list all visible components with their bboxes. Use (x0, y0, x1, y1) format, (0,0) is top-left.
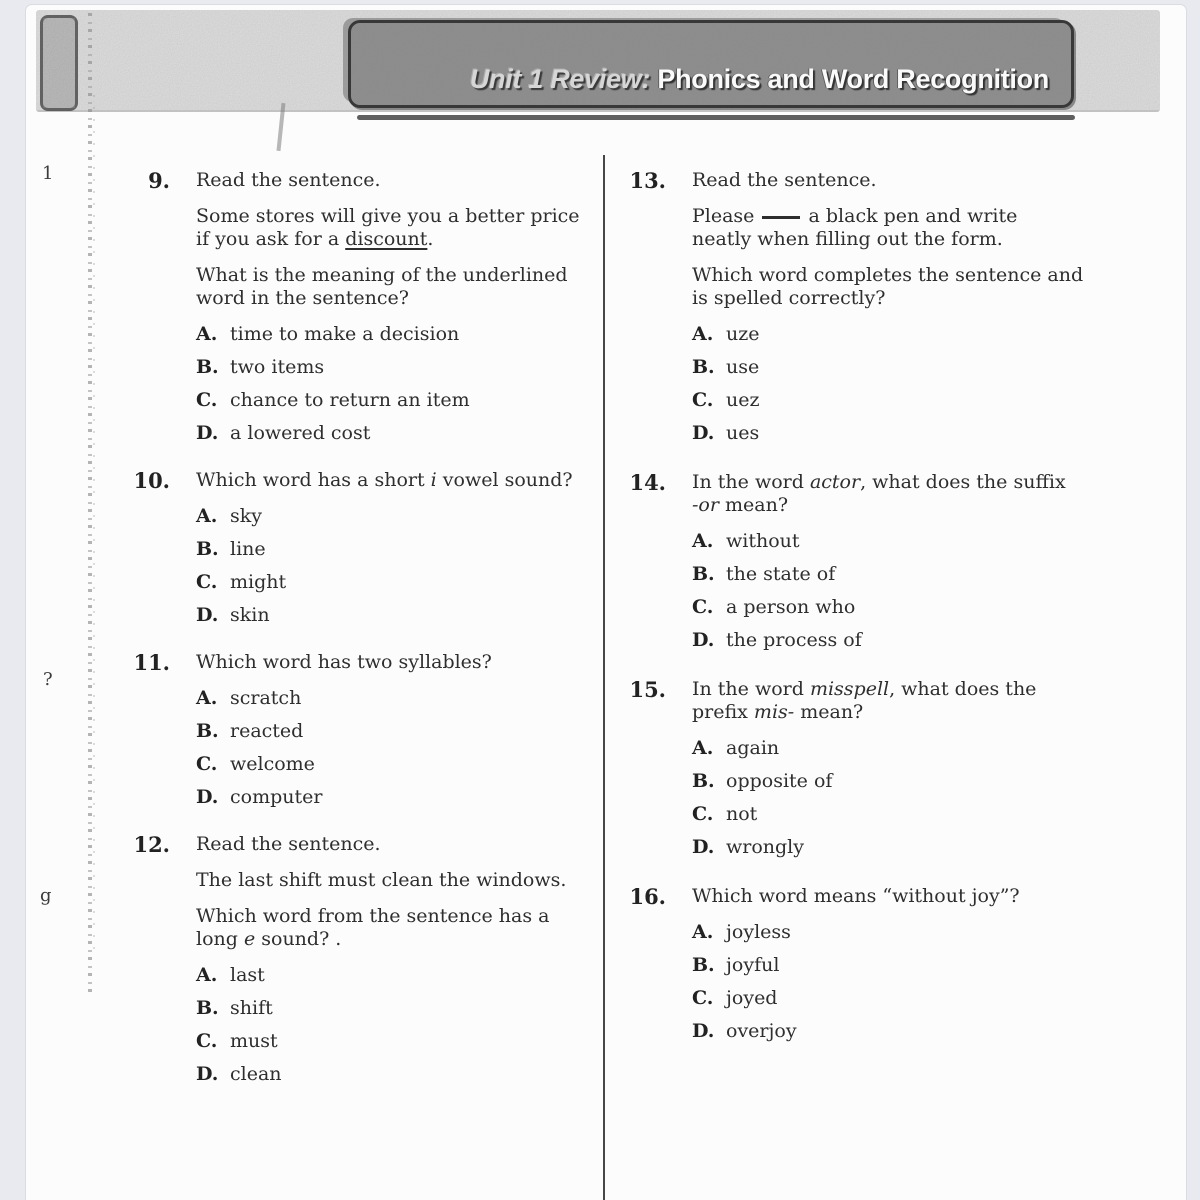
option-row (692, 987, 1084, 1010)
option-letter: A. (692, 737, 714, 759)
question-number: 10. (133, 468, 170, 493)
noise-texture (43, 18, 75, 108)
question-text (692, 885, 1084, 908)
text-segment: Which word completes the sentence and (692, 264, 1084, 286)
question-block (130, 651, 602, 819)
question-text (692, 264, 1084, 310)
option-row (692, 323, 1084, 346)
question-number: 16. (629, 884, 666, 909)
option-text: joyful (726, 954, 780, 976)
text-segment: prefix (692, 701, 754, 723)
option-text: chance to return an item (230, 389, 470, 411)
option-text: clean (230, 1063, 282, 1085)
text-segment: mis- (753, 701, 795, 723)
option-letter: A. (692, 921, 714, 943)
question-text (196, 469, 588, 492)
option-row (692, 530, 1084, 553)
option-letter: D. (692, 836, 715, 858)
option-letter: B. (692, 356, 715, 378)
question-body (692, 169, 1084, 455)
option-text: computer (230, 786, 323, 808)
question-block (626, 169, 1112, 455)
binding-tab (40, 15, 78, 111)
option-row (196, 753, 588, 776)
option-text: use (726, 356, 760, 378)
torn-edge-line (93, 95, 95, 955)
option-row (692, 770, 1084, 793)
text-segment: -or (692, 494, 719, 516)
option-text: overjoy (726, 1020, 797, 1042)
text-segment: e (243, 928, 256, 950)
option-row (196, 720, 588, 743)
question-number: 12. (133, 832, 170, 857)
option-row (692, 389, 1084, 412)
question-block (626, 678, 1112, 869)
question-number: 11. (133, 650, 170, 675)
option-row (196, 786, 588, 809)
option-text: sky (230, 505, 262, 527)
text-segment: , what does the (889, 678, 1037, 700)
text-segment: Which word has a short (196, 469, 431, 491)
question-body (692, 678, 1084, 869)
banner-underline (357, 115, 1075, 120)
question-text (196, 169, 588, 192)
header-title-main: Phonics and Word Recognition (657, 64, 1049, 94)
option-text: without (726, 530, 800, 552)
option-text: last (230, 964, 265, 986)
option-letter: B. (196, 538, 219, 560)
option-row (692, 356, 1084, 379)
options-list (196, 964, 588, 1086)
margin-mark: ? (43, 669, 53, 690)
option-row (196, 505, 588, 528)
option-text: shift (230, 997, 273, 1019)
header-banner (348, 20, 1074, 108)
option-row (196, 571, 588, 594)
option-letter: B. (692, 770, 715, 792)
option-letter: C. (196, 753, 218, 775)
question-number: 14. (629, 470, 666, 495)
option-row (692, 737, 1084, 760)
text-segment: Which word has two syllables? (196, 651, 492, 673)
option-row (692, 836, 1084, 859)
option-letter: A. (196, 323, 218, 345)
option-letter: B. (196, 997, 219, 1019)
options-list (196, 687, 588, 809)
blank-line (762, 212, 800, 219)
options-list (196, 505, 588, 627)
text-segment: The last shift must clean the windows. (196, 869, 567, 891)
option-text: joyed (726, 987, 778, 1009)
options-list (196, 323, 588, 445)
option-row (196, 323, 588, 346)
option-row (196, 964, 588, 987)
text-segment: mean? (718, 494, 789, 516)
question-number: 13. (629, 168, 666, 193)
margin-mark: 1 (42, 163, 54, 184)
text-segment: sound? . (255, 928, 342, 950)
option-letter: D. (196, 786, 219, 808)
option-text: time to make a decision (230, 323, 460, 345)
option-row (692, 629, 1084, 652)
option-row (196, 389, 588, 412)
option-row (692, 422, 1084, 445)
question-block (130, 833, 602, 1096)
text-segment: is spelled correctly? (692, 287, 886, 309)
question-block (130, 469, 602, 637)
option-text: ues (726, 422, 760, 444)
question-body (196, 469, 588, 637)
option-letter: D. (692, 422, 715, 444)
paper-sheet (26, 5, 1186, 1200)
text-segment: neatly when filling out the form. (692, 228, 1003, 250)
torn-edge-line (88, 13, 92, 993)
option-text: might (230, 571, 287, 593)
option-text: opposite of (726, 770, 833, 792)
option-row (196, 1063, 588, 1086)
option-text: welcome (230, 753, 315, 775)
option-text: two items (230, 356, 325, 378)
question-body (692, 471, 1084, 662)
options-list (692, 323, 1084, 445)
option-letter: A. (692, 530, 714, 552)
option-row (196, 538, 588, 561)
option-letter: C. (196, 1030, 218, 1052)
option-row (196, 997, 588, 1020)
option-text: skin (230, 604, 270, 626)
option-text: again (726, 737, 780, 759)
option-letter: A. (196, 505, 218, 527)
text-segment: In the word (692, 471, 810, 493)
option-text: scratch (230, 687, 302, 709)
option-text: uze (726, 323, 760, 345)
text-segment: word in the sentence? (196, 287, 409, 309)
question-block (626, 471, 1112, 662)
option-row (196, 1030, 588, 1053)
text-segment: actor (809, 471, 861, 493)
option-letter: D. (196, 422, 219, 444)
margin-mark: g (40, 885, 52, 906)
question-body (196, 651, 588, 819)
option-row (196, 687, 588, 710)
text-segment: if you ask for a (196, 228, 346, 250)
text-segment: a black pen and write (802, 205, 1018, 227)
question-text (196, 905, 588, 951)
option-row (692, 954, 1084, 977)
question-text (692, 169, 1084, 192)
page-title (470, 64, 1049, 95)
option-text: the state of (726, 563, 836, 585)
options-list (692, 737, 1084, 859)
text-segment: In the word (692, 678, 810, 700)
option-text: the process of (726, 629, 862, 651)
option-text: a person who (726, 596, 856, 618)
text-segment: discount (345, 228, 428, 250)
option-row (692, 1020, 1084, 1043)
text-segment: Read the sentence. (196, 169, 381, 191)
options-list (692, 921, 1084, 1043)
option-letter: D. (692, 629, 715, 651)
text-segment: long (196, 928, 244, 950)
option-text: a lowered cost (230, 422, 371, 444)
column-divider (603, 155, 605, 1200)
question-text (196, 869, 588, 892)
option-text: line (230, 538, 266, 560)
option-row (196, 356, 588, 379)
questions-column-left (130, 169, 602, 1110)
option-row (692, 563, 1084, 586)
question-number: 9. (148, 168, 170, 193)
question-body (692, 885, 1084, 1053)
option-letter: C. (692, 803, 714, 825)
option-letter: C. (196, 389, 218, 411)
question-block (130, 169, 602, 455)
question-body (196, 169, 588, 455)
option-text: not (726, 803, 758, 825)
option-text: wrongly (726, 836, 804, 858)
option-row (196, 604, 588, 627)
option-text: reacted (230, 720, 304, 742)
question-body (196, 833, 588, 1096)
option-letter: D. (692, 1020, 715, 1042)
option-row (692, 803, 1084, 826)
question-text (196, 264, 588, 310)
option-letter: A. (196, 964, 218, 986)
option-row (196, 422, 588, 445)
option-text: uez (726, 389, 760, 411)
option-letter: C. (692, 389, 714, 411)
question-text (692, 678, 1084, 724)
text-segment: Read the sentence. (692, 169, 877, 191)
option-letter: C. (692, 987, 714, 1009)
option-row (692, 596, 1084, 619)
question-number: 15. (629, 677, 666, 702)
questions-column-right (626, 169, 1112, 1069)
text-segment: Which word from the sentence has a (196, 905, 550, 927)
option-letter: B. (196, 356, 219, 378)
option-letter: C. (196, 571, 218, 593)
option-letter: C. (692, 596, 714, 618)
option-text: must (230, 1030, 278, 1052)
question-text (692, 471, 1084, 517)
option-letter: B. (692, 563, 715, 585)
text-segment: Some stores will give you a better price (196, 205, 580, 227)
question-text (196, 833, 588, 856)
text-segment: What is the meaning of the underlined (196, 264, 568, 286)
text-segment: . (427, 228, 434, 250)
text-segment: misspell (809, 678, 890, 700)
option-letter: B. (692, 954, 715, 976)
text-segment: Which word means “without joy”? (692, 885, 1020, 907)
option-text: joyless (726, 921, 791, 943)
options-list (692, 530, 1084, 652)
text-segment: , what does the suffix (860, 471, 1066, 493)
option-letter: D. (196, 1063, 219, 1085)
question-text (196, 651, 588, 674)
text-segment: i (430, 469, 437, 491)
question-text (692, 205, 1084, 251)
text-segment: Read the sentence. (196, 833, 381, 855)
text-segment: vowel sound? (436, 469, 573, 491)
question-text (196, 205, 588, 251)
question-block (626, 885, 1112, 1053)
text-segment: Please (692, 205, 761, 227)
option-letter: B. (196, 720, 219, 742)
option-letter: A. (196, 687, 218, 709)
option-letter: A. (692, 323, 714, 345)
header-title-prefix: Unit 1 Review: (469, 64, 651, 94)
option-row (692, 921, 1084, 944)
text-segment: mean? (794, 701, 864, 723)
option-letter: D. (196, 604, 219, 626)
